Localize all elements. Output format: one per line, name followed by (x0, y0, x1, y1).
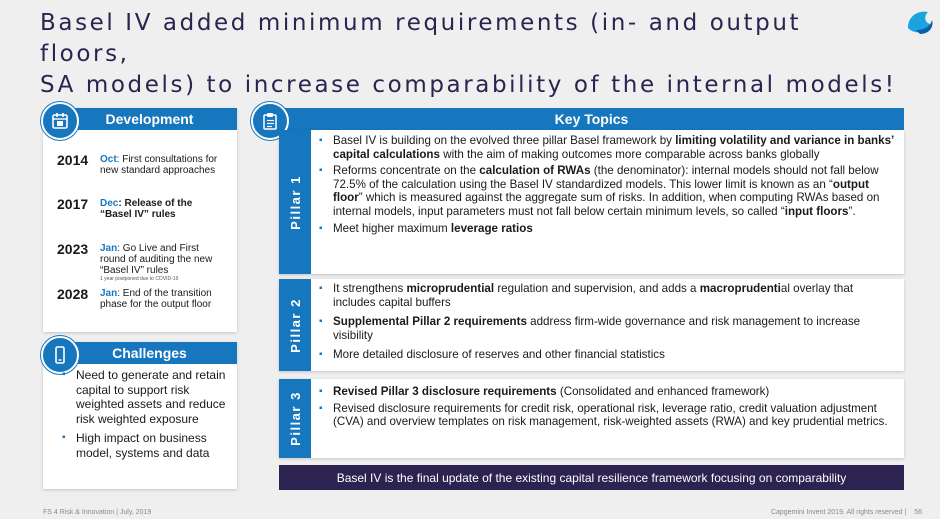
timeline-year-2023: 2023 (57, 241, 89, 257)
footer-left: FS 4 Risk & Innovation | July, 2019 (43, 509, 152, 516)
pillar-3-label: Pillar 3 (287, 391, 303, 446)
list-item: ▪ Meet higher maximum leverage ratios (317, 222, 896, 236)
pillar-1-tab (279, 130, 311, 274)
list-item: ▪ Supplemental Pillar 2 requirements address firm-wide governance and risk management to increase visibility (317, 315, 896, 342)
pillar-3-panel (279, 379, 904, 458)
timeline-year-2028: 2028 (57, 286, 89, 302)
capgemini-logo-icon (904, 6, 936, 38)
timeline-month: Jan (100, 243, 118, 254)
timeline-entry-2023 (100, 243, 220, 282)
timeline-year-2014: 2014 (57, 152, 89, 168)
pillar-3-list (317, 385, 896, 432)
list-item: ▪ Revised disclosure requirements for credit risk, operational risk, leverage ratio, credit valuation adjustment (CVA) and overview templates on risk management, risk-weighted assets (RWA) and key prudential metrics. (317, 402, 896, 429)
key-topics-header-label: Key Topics (554, 111, 629, 127)
list-item: ▪ Revised Pillar 3 disclosure requirements (Consolidated and enhanced framework) (317, 385, 896, 399)
list-item: ▪ More detailed disclosure of reserves and other financial statistics (317, 348, 896, 362)
challenges-list (60, 368, 235, 465)
list-item: ▪ High impact on business model, systems and data (60, 431, 235, 460)
key-topics-header (279, 108, 904, 130)
list-item: ▪ Need to generate and retain capital to support risk weighted assets and reduce risk weighted exposure (60, 368, 235, 426)
pillar-2-panel (279, 279, 904, 371)
pillar-1-list (317, 134, 896, 238)
list-item: ▪ Reforms concentrate on the calculation of RWAs (the denominator): internal models should not fall below 72.5% of the calculation using the Basel IV standardized models. This lower limit is known as an “output floor” which is measured against the aggregate sum of risks. In addition, when computing RWAs based on internal models, input parameters must not fall below certain minimum levels, so called “input floors”. (317, 164, 896, 218)
page-number: 56 (914, 509, 922, 516)
pillar-1-panel (279, 130, 904, 274)
pillar-2-tab (279, 279, 311, 371)
development-header-label: Development (105, 111, 194, 127)
timeline-month: Oct (100, 154, 117, 165)
timeline-year-2017: 2017 (57, 196, 89, 212)
timeline-text: : Release of the “Basel IV” rules (100, 198, 193, 220)
timeline-text: : End of the transition phase for the output floor (100, 288, 212, 310)
pillar-2-label: Pillar 2 (287, 297, 303, 353)
challenges-header-label: Challenges (112, 345, 187, 361)
footer-right (771, 509, 922, 516)
timeline-entry-2017 (100, 198, 210, 220)
timeline-entry-2028 (100, 288, 220, 310)
list-item: ▪ It strengthens microprudential regulation and supervision, and adds a macroprudential overlay that includes capital buffers (317, 282, 896, 309)
timeline-month: Dec (100, 198, 119, 209)
development-header (62, 108, 237, 130)
page-title (40, 8, 900, 101)
calendar-icon (41, 102, 79, 140)
title-line-2: SA models) to increase comparability of the internal models! (40, 72, 897, 98)
summary-banner-text: Basel IV is the final update of the existing capital resilience framework focusing on comparability (336, 470, 847, 485)
timeline-entry-2014 (100, 154, 235, 176)
pillar-1-label: Pillar 1 (287, 174, 303, 230)
list-item: ▪ Basel IV is building on the evolved three pillar Basel framework by limiting volatility and variance in banks’ capital calculations with the aim of making outcomes more comparable across banks globally (317, 134, 896, 161)
pillar-3-tab (279, 379, 311, 458)
footer-copyright: Capgemini Invent 2019. All rights reserved | (770, 509, 907, 516)
summary-banner (279, 465, 904, 490)
timeline-month: Jan (100, 288, 118, 299)
title-line-1: Basel IV added minimum requirements (in- and output floors, (40, 10, 802, 67)
timeline-note: 1 year postponed due to COVID-19 (100, 276, 179, 282)
timeline-text: : First consultations for new standard approaches (100, 154, 218, 176)
pillar-2-list (317, 282, 896, 365)
timeline-text: : Go Live and First round of auditing the new “Basel IV” rules (100, 243, 213, 276)
challenges-header (62, 342, 237, 364)
